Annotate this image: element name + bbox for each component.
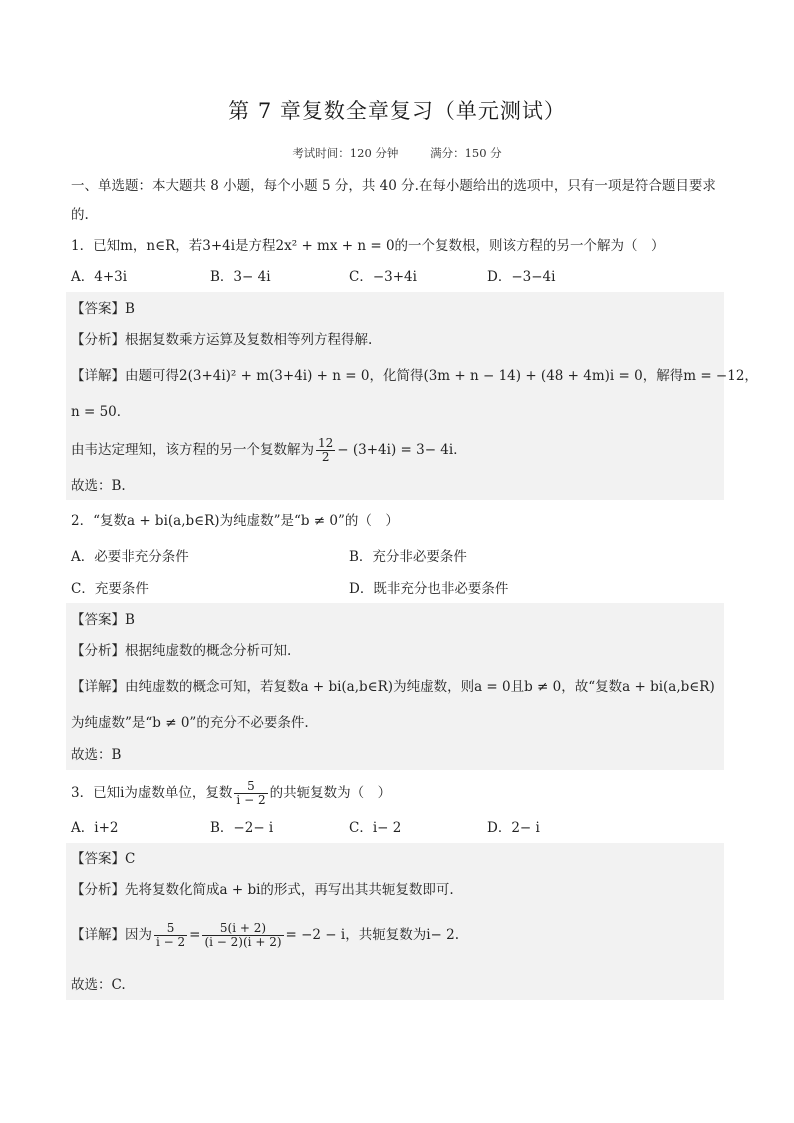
q3-detail-result: = −2 − i，共轭复数为i− 2. — [285, 927, 460, 943]
q3-detail — [71, 922, 459, 949]
q2-option-d: D．既非充分也非必要条件 — [349, 581, 509, 597]
q2-detail-line2: 为纯虚数”是“b ≠ 0”的充分不必要条件. — [71, 715, 309, 731]
q1-option-b: B．3− 4i — [210, 269, 271, 285]
q1-final: 故选：B. — [71, 478, 126, 494]
q2-answer: 【答案】B — [71, 612, 135, 628]
q3-fraction2-numerator: 5(i + 2) — [202, 922, 283, 936]
q1-fraction — [316, 437, 335, 464]
q1-detail-result: − (3+4i) = 3− 4i． — [337, 442, 467, 458]
q1-stem: 1．已知m，n∈R，若3+4i是方程2x² + mx + n = 0的一个复数根，则该方程的另一个解为（ ） — [71, 238, 665, 254]
q3-analysis: 【分析】先将复数化简成a + bi的形式，再写出其共轭复数即可. — [71, 882, 454, 898]
q3-fraction1-numerator: 5 — [154, 922, 187, 936]
q3-equals: = — [189, 927, 201, 943]
q1-fraction-numerator: 12 — [318, 436, 334, 450]
q2-final: 故选：B — [71, 747, 122, 763]
section-heading-line1: 一、单选题：本大题共 8 小题，每个小题 5 分，共 40 分.在每小题给出的选项中，只有一项是符合题目要求 — [71, 178, 716, 194]
q1-fraction-denominator: 2 — [321, 450, 330, 464]
q1-detail-text: 由韦达定理知，该方程的另一个复数解为 — [71, 442, 314, 458]
q1-option-d: D．−3−4i — [487, 269, 556, 285]
q3-stem-tail: 的共轭复数为（ ） — [269, 785, 392, 801]
q3-stem — [71, 780, 391, 807]
q1-detail-line3 — [71, 437, 467, 464]
full-score: 满分：150 分 — [430, 146, 502, 160]
q3-fraction2-denominator: (i − 2)(i + 2) — [204, 935, 282, 949]
q3-option-b: B．−2− i — [210, 820, 274, 836]
q3-stem-numerator: 5 — [234, 780, 267, 794]
q1-solution-block — [66, 292, 724, 500]
q2-stem: 2．“复数a + bi(a,b∈R)为纯虚数”是“b ≠ 0”的（ ） — [71, 513, 399, 529]
q3-fraction1-denominator: i − 2 — [156, 935, 186, 949]
page-title: 第 7 章复数全章复习（单元测试） — [228, 99, 566, 123]
q3-option-a: A．i+2 — [71, 820, 119, 836]
q3-detail-fraction2 — [202, 922, 283, 949]
q1-option-a: A．4+3i — [71, 269, 128, 285]
q2-option-c: C．充要条件 — [71, 581, 149, 597]
q2-option-a: A．必要非充分条件 — [71, 549, 189, 565]
q2-detail-line1: 【详解】由纯虚数的概念可知，若复数a + bi(a,b∈R)为纯虚数，则a = 0且b ≠ 0，故“复数a + bi(a,b∈R) — [71, 679, 715, 695]
q3-stem-denominator: i − 2 — [236, 793, 266, 807]
q3-answer: 【答案】C — [71, 851, 136, 867]
q3-option-d: D．2− i — [487, 820, 540, 836]
q3-detail-fraction1 — [154, 922, 187, 949]
q2-option-b: B．充分非必要条件 — [349, 549, 467, 565]
exam-time: 考试时间：120 分钟 — [292, 146, 399, 160]
q3-final: 故选：C. — [71, 977, 126, 993]
q1-answer: 【答案】B — [71, 301, 135, 317]
exam-meta — [0, 145, 794, 161]
q1-detail-line2: n = 50． — [71, 404, 131, 420]
q3-stem-text: 3．已知i为虚数单位，复数 — [71, 785, 233, 801]
q1-detail-line1: 【详解】由题可得2(3+4i)² + m(3+4i) + n = 0，化简得(3m + n − 14) + (48 + 4m)i = 0，解得m = −12， — [71, 368, 758, 384]
section-heading-line2: 的. — [71, 207, 89, 223]
q1-analysis: 【分析】根据复数乘方运算及复数相等列方程得解. — [71, 332, 373, 348]
q2-analysis: 【分析】根据纯虚数的概念分析可知. — [71, 643, 292, 659]
q3-detail-text: 【详解】因为 — [71, 927, 152, 943]
q3-stem-fraction — [234, 780, 267, 807]
q1-option-c: C．−3+4i — [349, 269, 417, 285]
q3-option-c: C．i− 2 — [349, 820, 402, 836]
